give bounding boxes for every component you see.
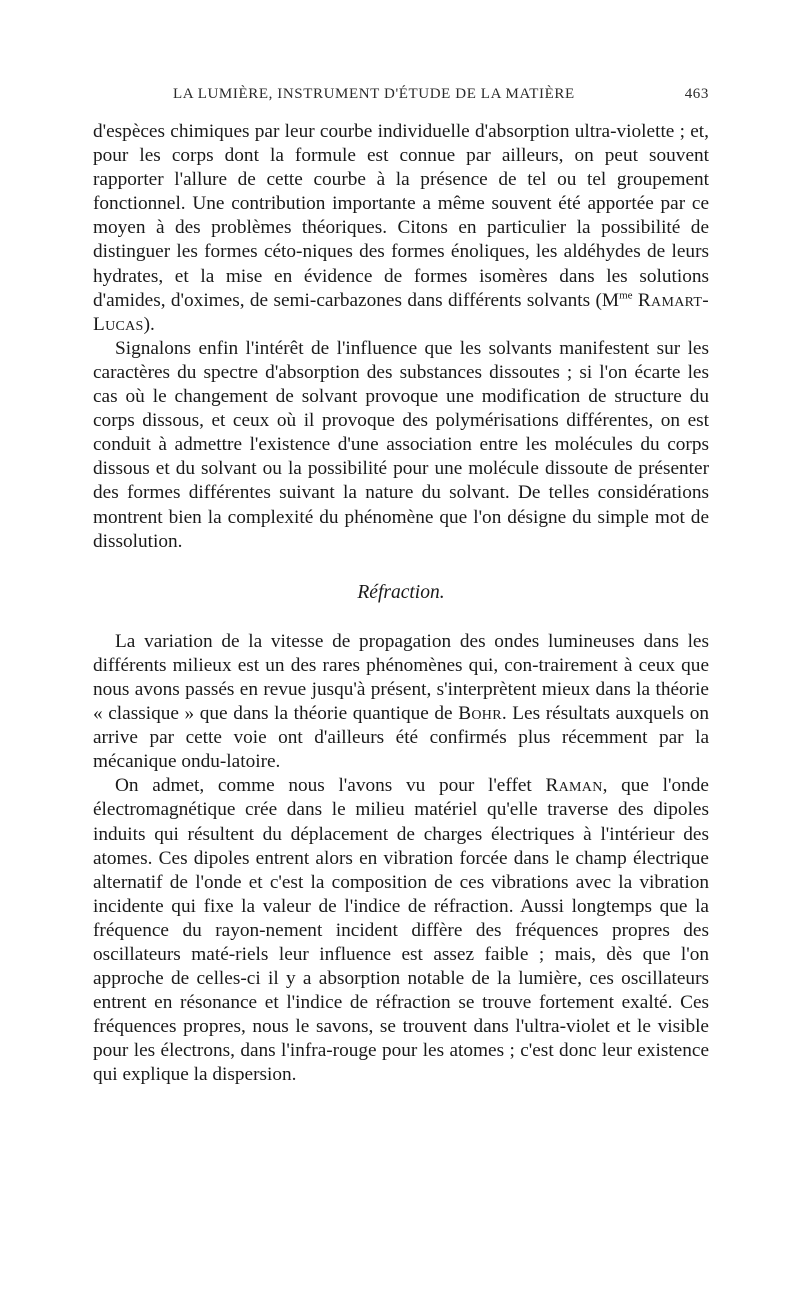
paragraph-1-text: d'espèces chimiques par leur courbe individuelle d'absorption ultra-violette ; et, pour les corps dont la formule est connue par ailleurs, on peut souvent rapporter l'allure de cette courbe à la présence de tel ou tel groupement fonctionnel. Une contribution importante a même souvent été apportée par ce moyen à des problèmes théoriques. Citons en particulier la possibilité de distinguer les formes céto-niques des formes énoliques, les aldéhydes de leurs hydrates, et la mise en évidence de formes isomères dans les solutions d'amides, d'oximes, de semi-carbazones dans différents solvants (M [93, 121, 709, 311]
running-head [93, 86, 709, 108]
paragraph-3-text-end: . Les résultats auxquels on arrive par cette voie ont d'ailleurs été confirmés plus récemment par la mécanique ondu-latoire. [93, 703, 709, 773]
body-text [93, 120, 709, 1088]
page-number: 463 [684, 86, 709, 102]
paragraph-dipoles [93, 774, 709, 1087]
paragraph-4-text-end: , que l'onde électromagnétique crée dans le milieu matériel qu'elle traverse des dipoles induits qui résultent du déplacement de charges électriques à l'intérieur des atomes. Ces dipoles entrent alors en vibration forcée dans le champ électrique alternatif de l'onde et c'est la composition de ces vibrations avec la vibration incidente qui fixe la valeur de l'indice de réfraction. Aussi longtemps que la fréquence du rayon-nement incident diffère des fréquences propres des oscillateurs maté-riels leur influence est assez faible ; mais, dès que l'on approche de celles-ci il y a absorption notable de la lumière, ces oscillateurs entrent en résonance et l'indice de réfraction se trouve fortement exalté. Ces fréquences propres, nous le savons, se trouvent dans l'ultra-violet et le visible pour les électrons, dans l'infra-rouge pour les atomes ; c'est donc leur existence qui explique la dispersion. [93, 775, 709, 1086]
superscript-me: me [619, 289, 633, 302]
author-name-raman: Raman [545, 775, 603, 797]
author-name-ramart-lucas: Ramart-Lucas [93, 289, 709, 335]
paragraph-solvents: Signalons enfin l'intérêt de l'influence que les solvants manifestent sur les caractères du spectre d'absorption des substances dissoutes ; si l'on écarte les cas où le changement de solvant provoque une modification de structure du corps dissous, et ceux où il provoque des polymérisations différentes, on est conduit à admettre l'existence d'une association entre les molécules du corps dissous et du solvant ou la possibilité pour une molécule dissoute de présenter des formes différentes suivant la nature du solvant. De telles considérations montrent bien la complexité du phénomène que l'on désigne du simple mot de dissolution. [93, 337, 709, 552]
paragraph-propagation [93, 630, 709, 775]
paragraph-3-text: La variation de la vitesse de propagation des ondes lumineuses dans les différents milieux est un des rares phénomènes qui, con-trairement à ceux que nous avons passés en revue jusqu'à présent, s'interprètent mieux dans la théorie « classique » que dans la théorie quantique de [93, 630, 709, 725]
paragraph-4-text: On admet, comme nous l'avons vu pour l'effet [115, 775, 546, 797]
running-head-title: LA LUMIÈRE, INSTRUMENT D'ÉTUDE DE LA MATIÈRE [173, 86, 575, 102]
section-heading-refraction: Réfraction. [357, 581, 445, 603]
author-name-bohr: Bohr [458, 703, 502, 725]
paragraph-absorption-continued [93, 120, 709, 337]
paragraph-1-end: ). [143, 313, 155, 335]
